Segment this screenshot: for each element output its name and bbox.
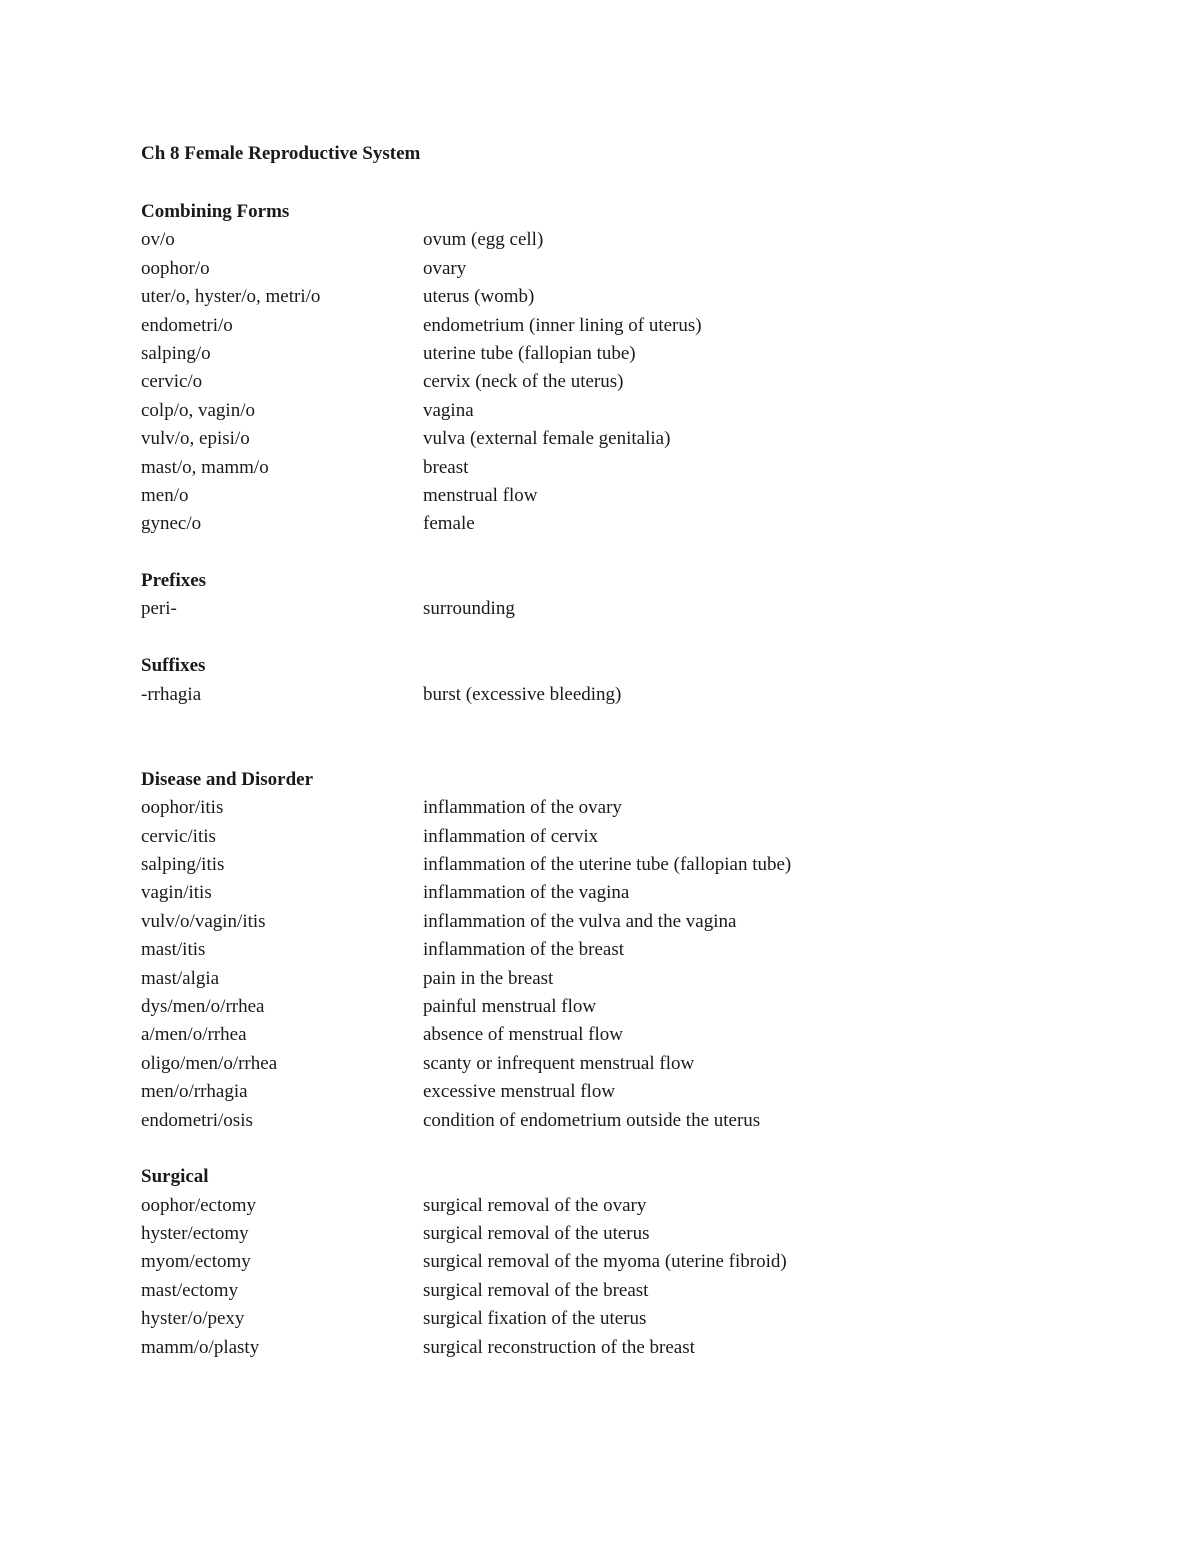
blank-line (141, 1135, 1041, 1163)
definition: breast (423, 456, 469, 478)
section-surgical (141, 1163, 1041, 1362)
term-row (141, 1220, 1041, 1248)
term-row (141, 595, 1041, 623)
section-disease-and-disorder (141, 766, 1041, 1135)
term-row (141, 255, 1041, 283)
definition: scanty or infrequent menstrual flow (423, 1052, 695, 1074)
definition: cervix (neck of the uterus) (423, 371, 624, 393)
term: endometri/o (141, 314, 233, 336)
definition: ovum (egg cell) (423, 229, 544, 251)
term: oophor/o (141, 257, 210, 279)
document-title: Ch 8 Female Reproductive System (141, 143, 421, 164)
term: gynec/o (141, 513, 202, 535)
section-suffixes (141, 652, 1041, 709)
definition: inflammation of the ovary (423, 797, 622, 819)
term-row (141, 1021, 1041, 1049)
blank-line (141, 539, 1041, 567)
term: mast/itis (141, 939, 206, 961)
term-row (141, 368, 1041, 396)
term-row (141, 397, 1041, 425)
term: hyster/o/pexy (141, 1308, 245, 1330)
term-row (141, 1107, 1041, 1135)
term-row (141, 965, 1041, 993)
definition: inflammation of the vulva and the vagina (423, 910, 737, 932)
term: vulv/o, episi/o (141, 428, 250, 450)
term: mast/ectomy (141, 1279, 239, 1301)
definition: vulva (external female genitalia) (423, 428, 671, 450)
term: a/men/o/rrhea (141, 1024, 247, 1046)
definition: ovary (423, 257, 467, 279)
term-row (141, 1277, 1041, 1305)
definition: uterine tube (fallopian tube) (423, 342, 636, 364)
term-row (141, 454, 1041, 482)
term: colp/o, vagin/o (141, 399, 255, 421)
term-row (141, 482, 1041, 510)
term-row (141, 510, 1041, 538)
term: men/o/rrhagia (141, 1081, 248, 1103)
term: oophor/itis (141, 797, 224, 819)
term-row (141, 851, 1041, 879)
definition: absence of menstrual flow (423, 1024, 623, 1046)
term: peri- (141, 598, 177, 620)
term: oligo/men/o/rrhea (141, 1052, 278, 1074)
term: ov/o (141, 229, 175, 251)
term-row (141, 1305, 1041, 1333)
definition: condition of endometrium outside the uterus (423, 1109, 761, 1131)
blank-lines (141, 709, 1041, 766)
section-combining-forms (141, 198, 1041, 539)
term: cervic/itis (141, 825, 216, 847)
term-row (141, 879, 1041, 907)
definition: excessive menstrual flow (423, 1081, 616, 1103)
blank-line (141, 624, 1041, 652)
term-row (141, 340, 1041, 368)
term: -rrhagia (141, 683, 202, 705)
term: men/o (141, 484, 189, 506)
term: endometri/osis (141, 1109, 253, 1131)
definition: menstrual flow (423, 484, 538, 506)
term: vulv/o/vagin/itis (141, 910, 266, 932)
definition: pain in the breast (423, 967, 554, 989)
definition: surgical removal of the myoma (uterine fibroid) (423, 1251, 787, 1273)
term: myom/ectomy (141, 1251, 251, 1273)
definition: female (423, 513, 475, 535)
term: vagin/itis (141, 882, 212, 904)
document-page (141, 140, 1041, 1362)
term: mast/algia (141, 967, 220, 989)
term-row (141, 993, 1041, 1021)
definition: vagina (423, 399, 474, 421)
term-row (141, 1248, 1041, 1276)
term-row (141, 908, 1041, 936)
term-row (141, 1050, 1041, 1078)
term: hyster/ectomy (141, 1223, 249, 1245)
definition: surgical fixation of the uterus (423, 1308, 647, 1330)
definition: painful menstrual flow (423, 995, 597, 1017)
section-prefixes (141, 567, 1041, 624)
term: uter/o, hyster/o, metri/o (141, 286, 321, 308)
definition: surrounding (423, 598, 515, 620)
term: salping/itis (141, 854, 225, 875)
term: mast/o, mamm/o (141, 456, 269, 478)
term-row (141, 425, 1041, 453)
definition: burst (excessive bleeding) (423, 683, 622, 705)
definition: surgical removal of the uterus (423, 1223, 650, 1245)
definition: uterus (womb) (423, 286, 535, 308)
definition: inflammation of the uterine tube (fallopian tube) (423, 854, 792, 875)
section-heading: Prefixes (141, 570, 207, 592)
definition: surgical reconstruction of the breast (423, 1336, 695, 1358)
section-heading: Suffixes (141, 655, 206, 677)
definition: surgical removal of the breast (423, 1279, 649, 1301)
definition: inflammation of the vagina (423, 882, 630, 904)
term-row (141, 1078, 1041, 1106)
term: mamm/o/plasty (141, 1336, 260, 1358)
term-row (141, 1334, 1041, 1362)
section-heading: Disease and Disorder (141, 768, 314, 790)
term-row (141, 283, 1041, 311)
definition: inflammation of the breast (423, 939, 625, 961)
term: cervic/o (141, 371, 203, 393)
term: salping/o (141, 342, 211, 364)
section-heading: Surgical (141, 1166, 209, 1188)
term-row (141, 936, 1041, 964)
term-row (141, 794, 1041, 822)
term: oophor/ectomy (141, 1194, 257, 1216)
definition: endometrium (inner lining of uterus) (423, 314, 702, 336)
section-heading: Combining Forms (141, 201, 290, 222)
term-row (141, 681, 1041, 709)
term-row (141, 312, 1041, 340)
term: dys/men/o/rrhea (141, 995, 265, 1017)
term-row (141, 823, 1041, 851)
term-row (141, 1192, 1041, 1220)
term-row (141, 226, 1041, 254)
definition: inflammation of cervix (423, 825, 599, 847)
definition: surgical removal of the ovary (423, 1194, 647, 1216)
